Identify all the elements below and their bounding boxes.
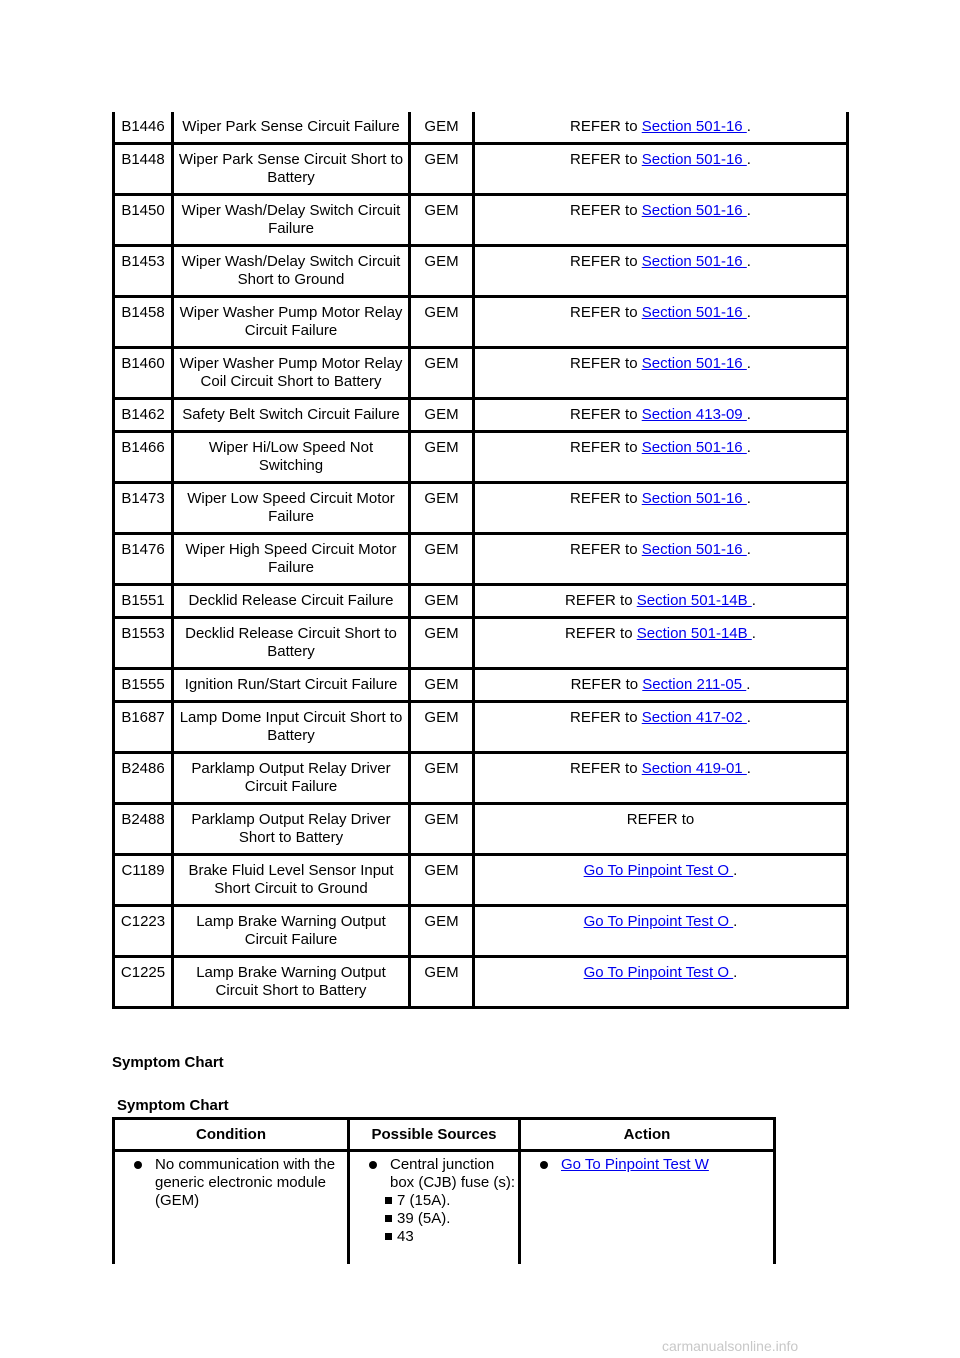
dtc-action — [474, 144, 848, 195]
dtc-action — [474, 855, 848, 906]
header-possible-sources: Possible Sources — [349, 1119, 520, 1151]
dtc-row — [114, 348, 848, 399]
action-suffix: . — [746, 709, 751, 726]
dtc-action — [474, 957, 848, 1008]
dtc-module: GEM — [410, 957, 474, 1008]
section-link[interactable]: Section 417-02 — [641, 709, 747, 726]
dtc-action — [474, 195, 848, 246]
action-suffix: . — [746, 406, 751, 423]
dtc-row — [114, 804, 848, 855]
dtc-description: Lamp Brake Warning Output Circuit Short to Battery — [173, 957, 410, 1008]
dtc-description: Wiper Park Sense Circuit Short to Battery — [173, 144, 410, 195]
dtc-module: GEM — [410, 585, 474, 618]
dtc-module: GEM — [410, 195, 474, 246]
dtc-row — [114, 669, 848, 702]
symptom-header-row — [114, 1119, 775, 1151]
fuse-item: 7 (15A). — [354, 1192, 516, 1210]
action-suffix: . — [746, 760, 751, 777]
action-suffix: . — [746, 355, 751, 372]
dtc-action — [474, 669, 848, 702]
section-link[interactable]: Section 419-01 — [641, 760, 747, 777]
dtc-description: Brake Fluid Level Sensor Input Short Circuit to Ground — [173, 855, 410, 906]
dtc-action — [474, 702, 848, 753]
dtc-action — [474, 348, 848, 399]
dtc-module: GEM — [410, 246, 474, 297]
dtc-action — [474, 112, 848, 144]
section-link[interactable]: Section 501-16 — [641, 490, 747, 507]
section-link[interactable]: Section 501-16 — [641, 541, 747, 558]
dtc-row — [114, 144, 848, 195]
action-prefix: REFER to — [570, 541, 642, 558]
action-prefix: REFER to — [570, 439, 642, 456]
action-prefix: REFER to — [570, 760, 642, 777]
source-item — [354, 1156, 516, 1246]
dtc-action — [474, 246, 848, 297]
action-prefix: REFER to — [570, 355, 642, 372]
dtc-module: GEM — [410, 618, 474, 669]
action-suffix: . — [746, 676, 751, 693]
watermark: carmanualsonline.info — [662, 1338, 799, 1354]
dtc-description: Ignition Run/Start Circuit Failure — [173, 669, 410, 702]
section-link[interactable]: Go To Pinpoint Test O — [583, 913, 734, 930]
condition-item: No communication with the generic electronic module (GEM) — [119, 1156, 345, 1210]
action-suffix: . — [746, 304, 751, 321]
action-cell — [520, 1151, 775, 1265]
source-text: Central junction box (CJB) fuse (s): — [390, 1156, 516, 1191]
symptom-table — [112, 1117, 776, 1264]
section-link[interactable]: Section 501-16 — [641, 439, 747, 456]
dtc-row — [114, 399, 848, 432]
dtc-description: Safety Belt Switch Circuit Failure — [173, 399, 410, 432]
header-action: Action — [520, 1119, 775, 1151]
symptom-row — [114, 1151, 775, 1265]
action-prefix: REFER to — [570, 304, 642, 321]
dtc-row — [114, 297, 848, 348]
dtc-action — [474, 432, 848, 483]
action-prefix: REFER to — [570, 676, 643, 693]
dtc-module: GEM — [410, 348, 474, 399]
dtc-code: B1458 — [114, 297, 173, 348]
action-suffix: . — [733, 964, 738, 981]
action-suffix: . — [746, 253, 751, 270]
dtc-action — [474, 399, 848, 432]
action-prefix: REFER to — [570, 406, 642, 423]
symptom-table-caption: Symptom Chart — [117, 1097, 229, 1114]
dtc-code: B1460 — [114, 348, 173, 399]
action-prefix: REFER to — [626, 811, 695, 828]
dtc-description: Wiper Washer Pump Motor Relay Coil Circuit Short to Battery — [173, 348, 410, 399]
fuse-item: 43 — [354, 1228, 516, 1246]
dtc-action — [474, 804, 848, 855]
dtc-module: GEM — [410, 144, 474, 195]
dtc-action — [474, 297, 848, 348]
dtc-code: B1453 — [114, 246, 173, 297]
section-link[interactable]: Section 413-09 — [641, 406, 747, 423]
dtc-row — [114, 753, 848, 804]
dtc-code: B2488 — [114, 804, 173, 855]
action-suffix: . — [751, 625, 756, 642]
dtc-action — [474, 618, 848, 669]
action-prefix: REFER to — [565, 625, 637, 642]
dtc-action — [474, 534, 848, 585]
dtc-row — [114, 195, 848, 246]
section-link[interactable]: Section 501-14B — [636, 592, 752, 609]
section-link[interactable]: Section 501-16 — [641, 253, 747, 270]
section-link[interactable]: Go To Pinpoint Test O — [583, 862, 734, 879]
dtc-code: C1189 — [114, 855, 173, 906]
dtc-module: GEM — [410, 906, 474, 957]
dtc-description: Wiper Park Sense Circuit Failure — [173, 112, 410, 144]
dtc-description: Parklamp Output Relay Driver Circuit Failure — [173, 753, 410, 804]
dtc-description: Wiper Washer Pump Motor Relay Circuit Failure — [173, 297, 410, 348]
dtc-description: Decklid Release Circuit Short to Battery — [173, 618, 410, 669]
dtc-module: GEM — [410, 804, 474, 855]
action-prefix: REFER to — [570, 202, 642, 219]
symptom-section-title: Symptom Chart — [112, 1054, 224, 1071]
section-link[interactable]: Section 501-16 — [641, 355, 747, 372]
dtc-row — [114, 618, 848, 669]
section-link[interactable]: Section 501-16 — [641, 151, 747, 168]
action-item — [525, 1156, 771, 1174]
dtc-description: Parklamp Output Relay Driver Short to Battery — [173, 804, 410, 855]
action-prefix: REFER to — [570, 709, 642, 726]
dtc-code: C1223 — [114, 906, 173, 957]
section-link[interactable]: Section 501-14B — [636, 625, 752, 642]
section-link[interactable]: Go To Pinpoint Test O — [583, 964, 734, 981]
dtc-description: Wiper Hi/Low Speed Not Switching — [173, 432, 410, 483]
dtc-description: Wiper Low Speed Circuit Motor Failure — [173, 483, 410, 534]
dtc-code: B1476 — [114, 534, 173, 585]
dtc-module: GEM — [410, 855, 474, 906]
dtc-action — [474, 483, 848, 534]
dtc-module: GEM — [410, 702, 474, 753]
action-suffix: . — [746, 151, 751, 168]
dtc-module: GEM — [410, 483, 474, 534]
action-prefix: REFER to — [570, 118, 642, 135]
dtc-module: GEM — [410, 297, 474, 348]
section-link[interactable]: Section 211-05 — [642, 676, 747, 693]
dtc-module: GEM — [410, 399, 474, 432]
dtc-row — [114, 483, 848, 534]
dtc-module: GEM — [410, 669, 474, 702]
action-prefix: REFER to — [570, 253, 642, 270]
dtc-row — [114, 432, 848, 483]
header-condition: Condition — [114, 1119, 349, 1151]
section-link[interactable]: Section 501-16 — [641, 118, 747, 135]
dtc-row — [114, 585, 848, 618]
action-suffix: . — [746, 541, 751, 558]
fuse-item: 39 (5A). — [354, 1210, 516, 1228]
dtc-row — [114, 112, 848, 144]
dtc-action — [474, 906, 848, 957]
action-suffix: . — [751, 592, 756, 609]
dtc-code: B1462 — [114, 399, 173, 432]
dtc-code: B1553 — [114, 618, 173, 669]
condition-cell — [114, 1151, 349, 1265]
dtc-row — [114, 855, 848, 906]
action-suffix: . — [733, 862, 738, 879]
section-link[interactable]: Section 501-16 — [641, 304, 747, 321]
dtc-action — [474, 753, 848, 804]
action-prefix: REFER to — [565, 592, 637, 609]
action-suffix: . — [746, 118, 751, 135]
action-suffix: . — [733, 913, 738, 930]
dtc-code: C1225 — [114, 957, 173, 1008]
dtc-row — [114, 906, 848, 957]
dtc-code: B1448 — [114, 144, 173, 195]
dtc-description: Decklid Release Circuit Failure — [173, 585, 410, 618]
dtc-code: B1551 — [114, 585, 173, 618]
dtc-description: Wiper High Speed Circuit Motor Failure — [173, 534, 410, 585]
dtc-row — [114, 246, 848, 297]
dtc-module: GEM — [410, 753, 474, 804]
dtc-module: GEM — [410, 534, 474, 585]
action-prefix: REFER to — [570, 151, 642, 168]
dtc-module: GEM — [410, 432, 474, 483]
action-suffix: . — [746, 490, 751, 507]
dtc-code: B1555 — [114, 669, 173, 702]
possible-sources-cell — [349, 1151, 520, 1265]
section-link[interactable]: Section 501-16 — [641, 202, 747, 219]
dtc-description: Lamp Dome Input Circuit Short to Battery — [173, 702, 410, 753]
dtc-code: B1687 — [114, 702, 173, 753]
dtc-code: B1473 — [114, 483, 173, 534]
action-prefix: REFER to — [570, 490, 642, 507]
dtc-code: B1446 — [114, 112, 173, 144]
dtc-module: GEM — [410, 112, 474, 144]
pinpoint-test-w-link[interactable]: Go To Pinpoint Test W — [561, 1156, 709, 1173]
action-suffix: . — [746, 439, 751, 456]
dtc-row — [114, 702, 848, 753]
dtc-code: B2486 — [114, 753, 173, 804]
action-suffix: . — [746, 202, 751, 219]
dtc-description: Lamp Brake Warning Output Circuit Failure — [173, 906, 410, 957]
dtc-row — [114, 957, 848, 1008]
dtc-table — [112, 112, 849, 1009]
dtc-code: B1466 — [114, 432, 173, 483]
dtc-description: Wiper Wash/Delay Switch Circuit Short to Ground — [173, 246, 410, 297]
dtc-row — [114, 534, 848, 585]
dtc-code: B1450 — [114, 195, 173, 246]
dtc-description: Wiper Wash/Delay Switch Circuit Failure — [173, 195, 410, 246]
dtc-table-body — [114, 112, 848, 1008]
dtc-action — [474, 585, 848, 618]
